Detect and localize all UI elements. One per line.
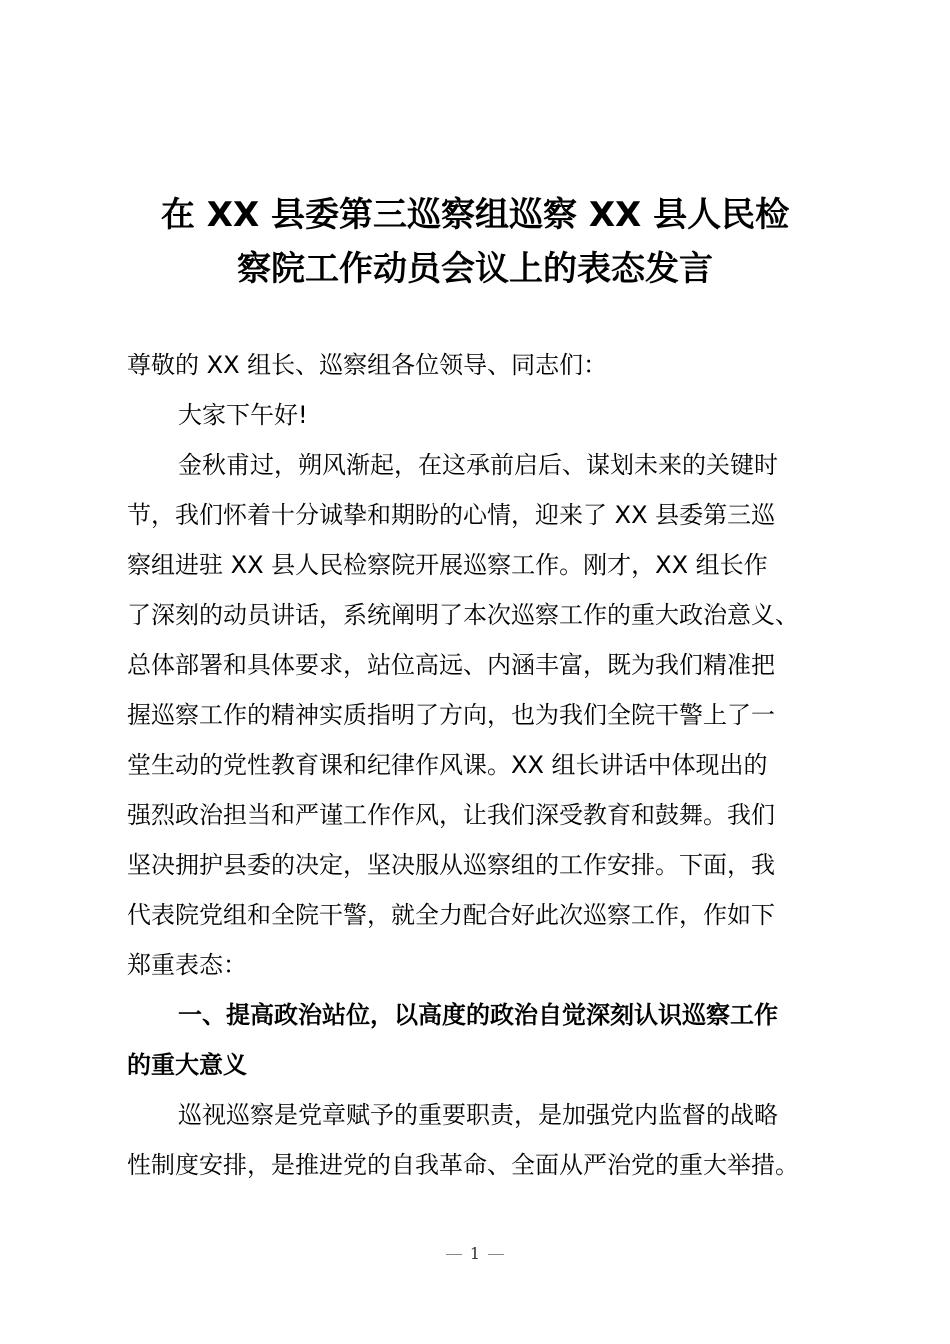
paragraph-line: 郑重表态：: [127, 951, 247, 979]
paragraph-line: 性制度安排，是推进党的自我革命、全面从严治党的重大举措。: [127, 1151, 799, 1179]
paragraph-line: 堂生动的党性教育课和纪律作风课。XX 组长讲话中体现出的: [127, 751, 768, 779]
heading-line: 的重大意义: [127, 1051, 247, 1079]
paragraph-line: 强烈政治担当和严谨工作作风，让我们深受教育和鼓舞。我们: [127, 801, 775, 829]
document-body: [127, 340, 837, 1190]
dash-right: [488, 1254, 504, 1255]
title-line-2: 察院工作动员会议上的表态发言: [237, 249, 713, 289]
title-line-1: 在 XX 县委第三巡察组巡察 XX 县人民检: [160, 195, 790, 235]
heading-line: 一、提高政治站位，以高度的政治自觉深刻认识巡察工作: [178, 1001, 778, 1029]
paragraph-line: 节，我们怀着十分诚挚和期盼的心情，迎来了 XX 县委第三巡: [127, 501, 776, 529]
paragraph-line: 握巡察工作的精神实质指明了方向，也为我们全院干警上了一: [127, 701, 775, 729]
greeting: 大家下午好!: [178, 401, 308, 429]
page-number: 1: [469, 1244, 481, 1263]
paragraph-line: 总体部署和具体要求，站位高远、内涵丰富，既为我们精准把: [127, 651, 775, 679]
paragraph-line: 金秋甫过，朔风渐起，在这承前启后、谋划未来的关键时: [178, 451, 778, 479]
dash-left: [446, 1254, 462, 1255]
document-title: [0, 188, 950, 296]
paragraph-2: [127, 1090, 837, 1190]
paragraph-line: 巡视巡察是党章赋予的重要职责，是加强党内监督的战略: [178, 1101, 778, 1129]
section-heading-1: [127, 990, 837, 1090]
page-footer: [0, 1244, 950, 1263]
paragraph-line: 代表院党组和全院干警，就全力配合好此次巡察工作，作如下: [127, 901, 775, 929]
paragraph-line: 了深刻的动员讲话，系统阐明了本次巡察工作的重大政治意义、: [127, 601, 799, 629]
paragraph-line: 察组进驻 XX 县人民检察院开展巡察工作。刚才，XX 组长作: [127, 551, 768, 579]
paragraph-1: [127, 440, 837, 990]
salutation: 尊敬的 XX 组长、巡察组各位领导、同志们：: [127, 351, 608, 379]
paragraph-line: 坚决拥护县委的决定，坚决服从巡察组的工作安排。下面，我: [127, 851, 775, 879]
